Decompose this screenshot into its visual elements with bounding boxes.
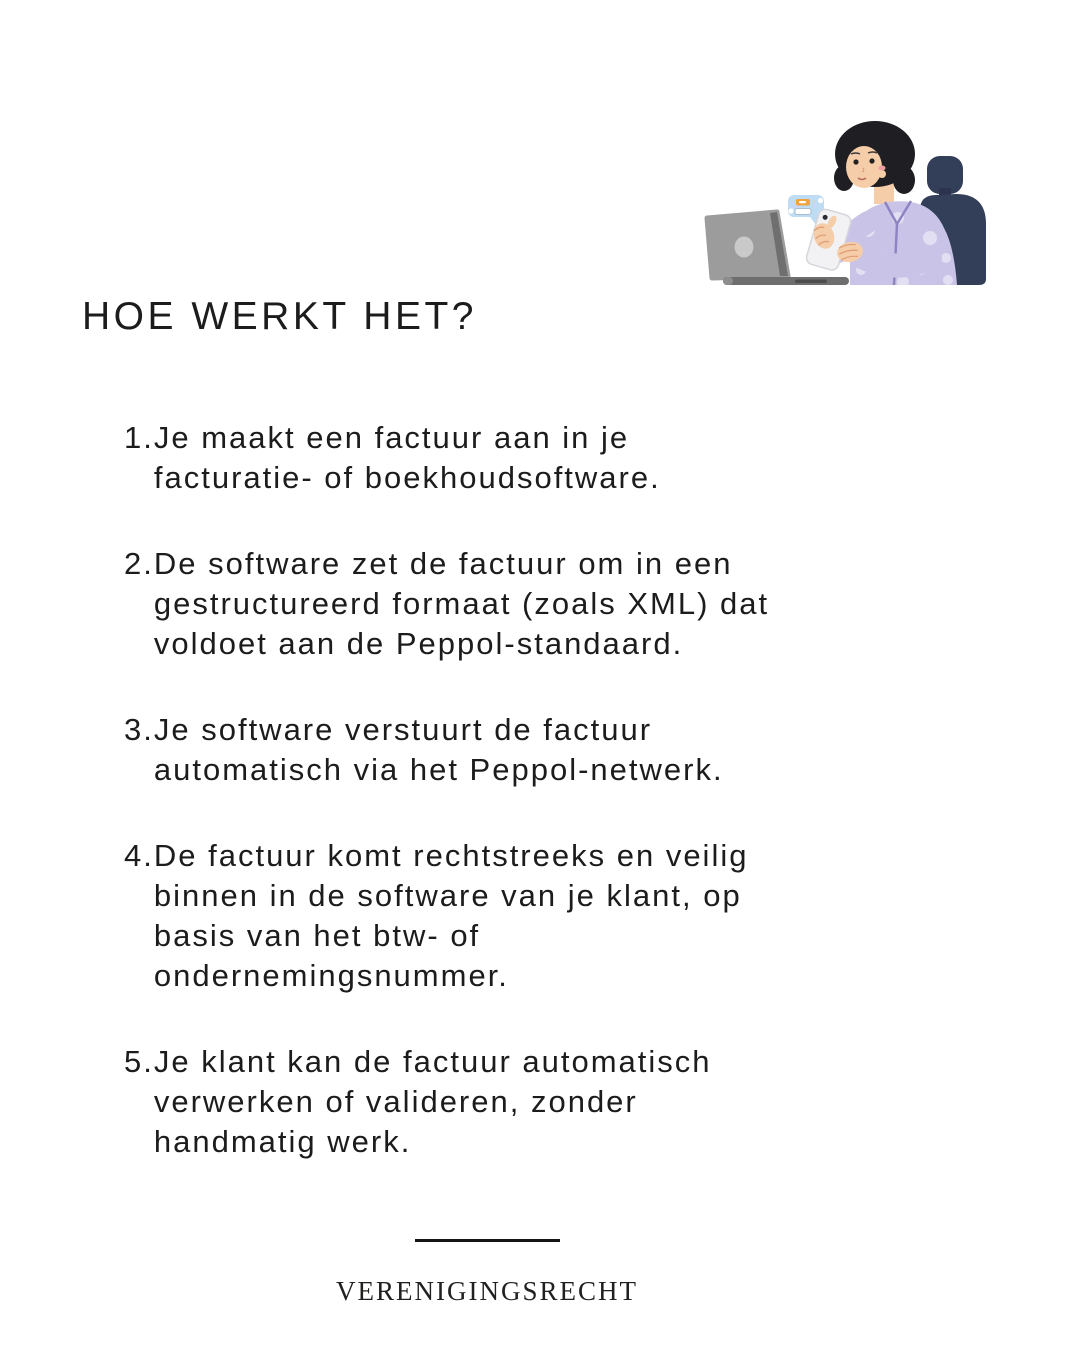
step-text: Je klant kan de factuur automatisch verwerken of valideren, zonder handmatig werk. [153, 1044, 712, 1159]
woman-at-laptop-illustration [698, 110, 990, 286]
footer-divider [415, 1239, 560, 1242]
step-number: 3. [124, 712, 154, 747]
step-item [124, 836, 884, 996]
step-item [124, 710, 884, 790]
step-text: Je maakt een factuur aan in je facturatie- of boekhoudsoftware. [153, 420, 661, 495]
steps-list [124, 418, 884, 1208]
step-item [124, 1042, 884, 1162]
step-item [124, 418, 884, 498]
brand-name: VERENIGINGSRECHT [336, 1276, 638, 1306]
step-number: 1. [124, 420, 154, 455]
page-title: HOE WERKT HET? [82, 295, 477, 338]
step-item [124, 544, 884, 664]
step-number: 4. [124, 838, 154, 873]
step-number: 2. [124, 546, 154, 581]
step-text: De software zet de factuur om in een gestructureerd formaat (zoals XML) dat voldoet aan de Peppol-standaard. [153, 546, 770, 661]
head [834, 121, 915, 194]
step-text: De factuur komt rechtstreeks en veilig binnen in de software van je klant, op basis van het btw- of ondernemingsnummer. [153, 838, 749, 993]
step-number: 5. [124, 1044, 154, 1079]
step-text: Je software verstuurt de factuur automatisch via het Peppol-netwerk. [153, 712, 724, 787]
